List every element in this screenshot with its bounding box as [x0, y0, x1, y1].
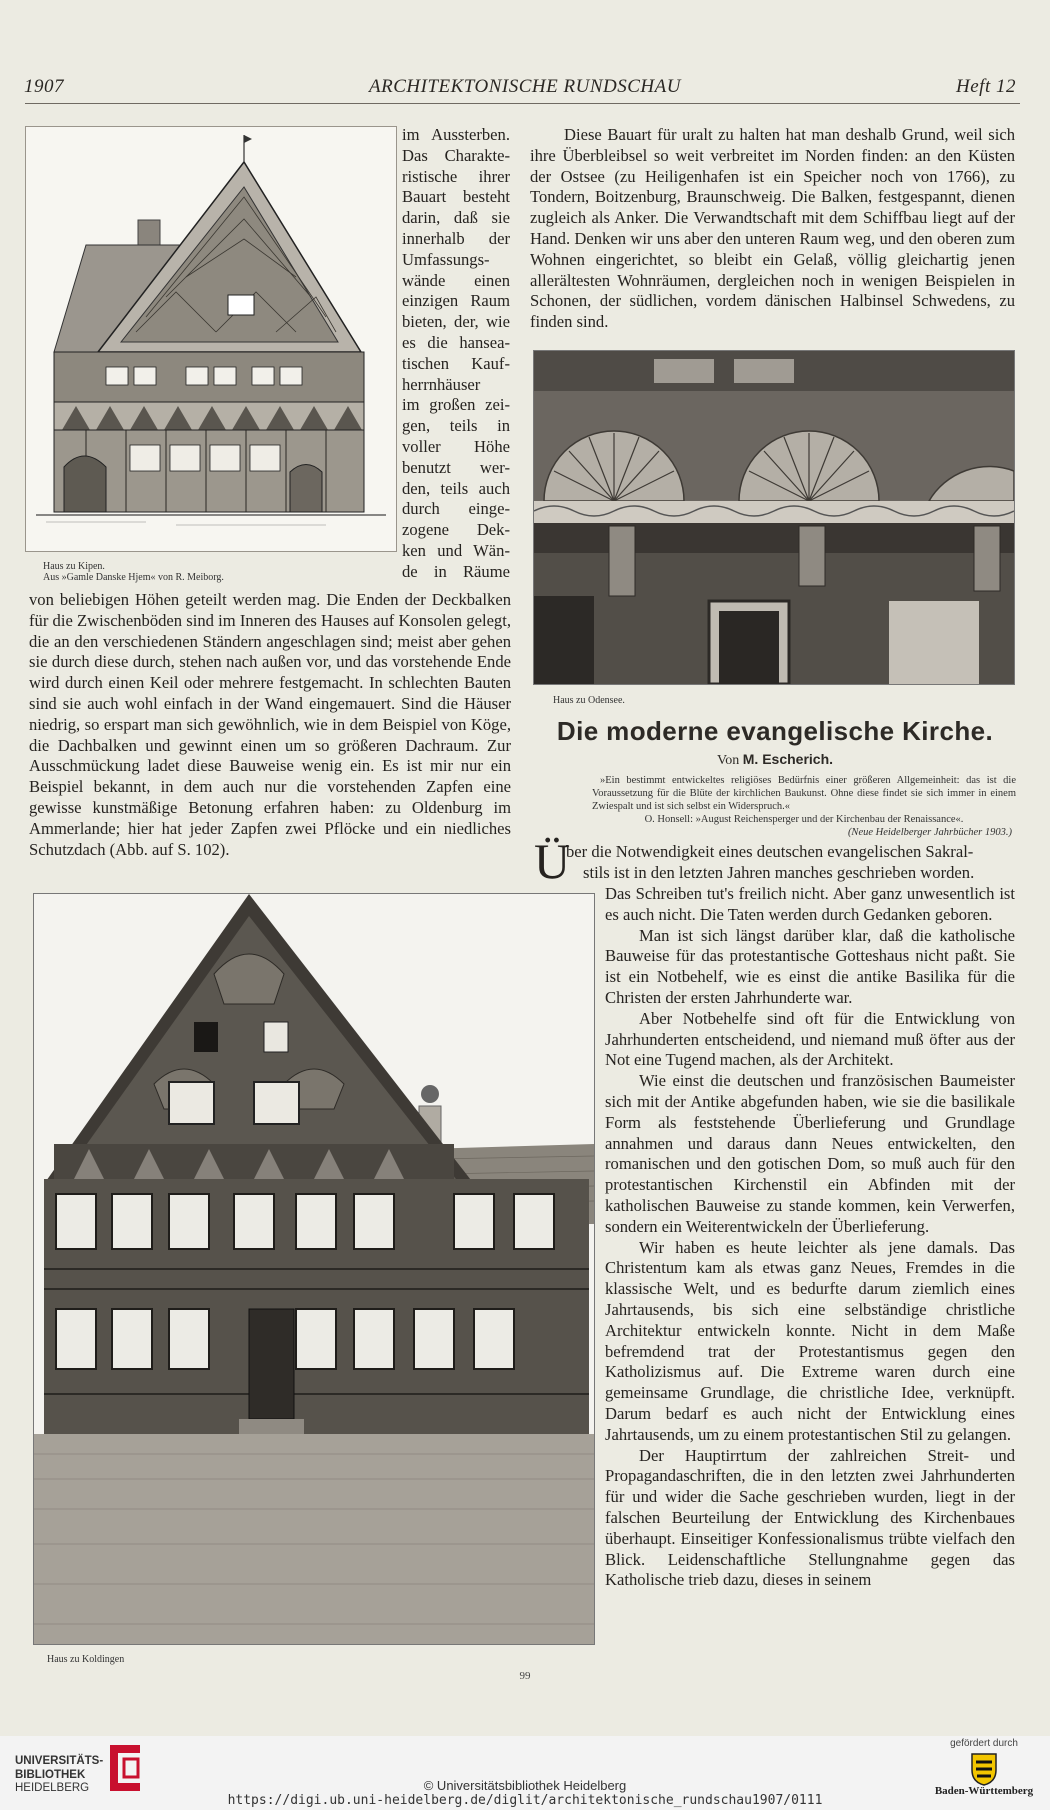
- library-name-line-3: HEIDELBERG: [15, 1782, 90, 1794]
- narrow-text-line: es die hansea-: [402, 332, 510, 352]
- article-paragraph-2: Man ist sich längst darüber klar, daß die katholische Bauweise für das protestantische Gotteshaus nicht paßt. Sie ist ein Notbehelf, wie es einst die antike Basilika für die Christen der ersten Jahrhunderte war.: [605, 925, 1015, 1007]
- article-byline: [530, 751, 1020, 769]
- article-paragraph-4: Wie einst die deutschen und französischen Baumeister sich mit der Antike abgefunden haben, wie sie die basilikale Form als feststehende Überlieferung und Grundlage annahmen und daraus dann Neues entwickelten, den romanischen und den gotischen Dom, so muß auch für den protestantischen Kirchenstil ein Abfinden mit der katholischen Bauweise zu stande kommen, kein Verwerfen, sondern ein Weiterentwickeln der Überlieferung.: [605, 1071, 1015, 1236]
- kipen-drawing: [26, 127, 396, 551]
- library-name-line-2: BIBLIOTHEK: [15, 1768, 86, 1781]
- figure-koldingen-caption: Haus zu Koldingen: [47, 1654, 125, 1665]
- header-title: ARCHITEKTONISCHE RUNDSCHAU: [369, 76, 681, 97]
- narrow-text-line: herrnhäuser: [402, 374, 481, 394]
- narrow-text-line: ristische ihrer: [402, 166, 510, 186]
- article-paragraph-5: Wir haben es heute leichter als jene damals. Das Christentum kam als etwas ganz Neues, Fremdes in die klassische Welt, und es bedurfte darum ziemlich eines Jahrtausends, bis sich eine selbständige christliche Architektur entwickeln konnte. Nicht in dem Maße befremdend trat der Protestantismus gegen den Katholizismus auf. Die Extreme waren durch eine gemeinsame Grundlage, die christliche Idee, verknüpft. Darum bedarf es auch nicht der Entwicklung eines Jahrtausends, um zu einem protestantischen Stil zu gelangen.: [605, 1237, 1015, 1444]
- article-dropcap: Ü: [534, 833, 571, 889]
- article-body: [605, 884, 1015, 1591]
- figure-kipen: [25, 126, 397, 552]
- narrow-text-line: den, teils auch: [402, 478, 510, 498]
- header-rule: [25, 103, 1020, 104]
- narrow-text-line: innerhalb der: [402, 228, 510, 248]
- figure-odensee-caption: Haus zu Odensee.: [553, 695, 625, 706]
- narrow-text-line: ken und Wän-: [402, 540, 510, 560]
- left-column-body: [29, 590, 511, 860]
- left-column-paragraph: von beliebigen Höhen geteilt werden mag. Die Enden der Deckbalken für die Zwischenböden sind im Inneren des Hauses auf Konsolen gelegt, die an den verschiedenen Ständern angeschlagen sind; meist aber gehen sie durch diese durch, stehen nach außen vor, und das vorstehende Ende wird durch einen Keil oder mehrere festgemacht. In schlechten Bauten sind sie auch wohl einfach in der Wand eingemauert. Sind die Häuser niedrig, so erspart man sich gewöhnlich, wie in dem Beispiel von Köge, die Dachbalken und gewinnt einen um so größeren Dachraum. Zur Ausschmückung ladet diese Bauweise wenig ein. Es ist mir nur ein Beispiel bekannt, in dem auch nur die vorstehenden Zapfen eine gewisse kunstmäßige Betonung erfahren haben: zu Oldenburg im Ammerlande; hier hat jeder Zapfen zwei Pflöcke und ein niedliches Schutzdach (Abb. auf S. 102).: [29, 590, 511, 859]
- header-year: 1907: [24, 76, 64, 97]
- narrow-text-line: Bauart besteht: [402, 187, 510, 207]
- narrow-text-line: de in Räume: [402, 561, 510, 581]
- bw-coat-of-arms-icon: [969, 1752, 999, 1786]
- left-column-narrow-text: [402, 125, 510, 583]
- narrow-text-line: tischen Kauf-: [402, 353, 510, 373]
- right-intro-paragraph: Diese Bauart für uralt zu halten hat man deshalb Grund, weil sich ihre Überbleibsel so weit verbreitet im Norden finden: an den Küsten der Ostsee (zu Heiligenhafen ist ein Speicher noch von 1766), zu Tondern, Boitzenburg, Braunschweig. Die Balken, festgespannt, dienen zugleich als Anker. Die Verwandtschaft mit dem Schiffbau liegt auf der Hand. Denken wir uns aber den unteren Raum weg, und den oberen zum Wohnen eingerichtet, so bleibt ein Gelaß, völlig gleichartig jenen allerältesten Wohnräumen, dergleichen noch in wenigen Beispielen in Schonen, der südlichen, vordem dänischen Halbinsel Schwedens, zu finden sind.: [530, 125, 1015, 332]
- narrow-text-line: wände einen: [402, 270, 510, 290]
- source-url-link[interactable]: https://digi.ub.uni-heidelberg.de/diglit/architektonische_rundschau1907/0111: [227, 1793, 823, 1808]
- odensee-photo: [534, 351, 1014, 684]
- right-column-intro: [530, 125, 1015, 333]
- narrow-text-line: einzigen Raum: [402, 291, 510, 311]
- narrow-text-line: im großen zei-: [402, 395, 510, 415]
- figure-odensee: [533, 350, 1015, 685]
- funder-name: Baden-Württemberg: [934, 1785, 1034, 1797]
- narrow-text-line: im Aussterben.: [402, 125, 510, 144]
- figure-kipen-caption-2: Aus »Gamle Danske Hjem« von R. Meiborg.: [43, 572, 224, 583]
- figure-koldingen: [33, 893, 595, 1645]
- byline-prefix: Von: [716, 753, 740, 768]
- narrow-text-line: gen, teils in: [402, 416, 510, 436]
- article-paragraph-1: Das Schreiben tut's freilich nicht. Aber ganz unwesentlich ist es auch nicht. Die Taten werden durch Gedanken geboren.: [605, 884, 1015, 924]
- article-epigraph: [592, 774, 1016, 839]
- koldingen-photo: [34, 894, 594, 1644]
- article-paragraph-6: Der Hauptirrtum der zahlreichen Streit- und Propagandaschriften, die in den letzten zwei Jahrhunderten für und wider die Sache geschrieben wurden, liegt in der falschen Beurteilung der Entwicklung des Kirchenbaues überhaupt. Einseitiger Konfessionalismus trübte vielfach den Blick. Leidenschaftliche Stellungnahme gegen das Katholische trieb dazu, dieses in seinem: [605, 1445, 1015, 1590]
- article-first-line: ber die Notwendigkeit eines deutschen evangelischen Sakral-: [566, 842, 974, 861]
- copyright-text: © Universitätsbibliothek Heidelberg: [423, 1778, 627, 1793]
- article-second-line: stils ist in den letzten Jahren manches geschrieben worden.: [583, 863, 975, 882]
- page-number: 99: [519, 1670, 531, 1682]
- narrow-text-line: zogene Dek-: [402, 520, 510, 540]
- narrow-text-line: benutzt wer-: [402, 457, 510, 477]
- narrow-text-line: voller Höhe: [402, 436, 510, 456]
- narrow-text-line: Umfassungs-: [402, 249, 490, 269]
- funded-by-label: gefördert durch: [950, 1738, 1018, 1749]
- article-title: Die moderne evangelische Kirche.: [556, 716, 994, 746]
- epigraph-reference: (Neue Heidelberger Jahrbücher 1903.): [847, 827, 1012, 838]
- figure-kipen-caption-1: Haus zu Kipen.: [43, 561, 105, 572]
- epigraph-text: »Ein bestimmt entwickeltes religiöses Bedürfnis einer größeren Allgemeinheit: das ist die Voraussetzung für die Blüte der kirchlichen Baukunst. Ohne diese findet sie sich immer in einem Zwiespalt und ist sich selbst ein Widerspruch.«: [592, 775, 1016, 812]
- narrow-text-line: Das Charakte-: [402, 145, 510, 165]
- library-name-line-1: UNIVERSITÄTS-: [15, 1755, 104, 1767]
- narrow-text-line: darin, daß sie: [402, 208, 510, 228]
- narrow-text-line: durch einge-: [402, 499, 510, 519]
- epigraph-source: O. Honsell: »August Reichensperger und der Kirchenbau der Renaissance«.: [644, 814, 964, 825]
- header-issue: Heft 12: [956, 76, 1016, 97]
- funder-block[interactable]: [934, 1738, 1034, 1797]
- article-paragraph-3: Aber Notbehelfe sind oft für die Entwicklung von Jahrhunderten entscheidend, und niemand muß öfter aus der Not eine Tugend machen, als der Architekt.: [605, 1008, 1015, 1070]
- narrow-text-line: bieten, der, wie: [402, 312, 510, 332]
- article-author: M. Escherich.: [742, 751, 834, 767]
